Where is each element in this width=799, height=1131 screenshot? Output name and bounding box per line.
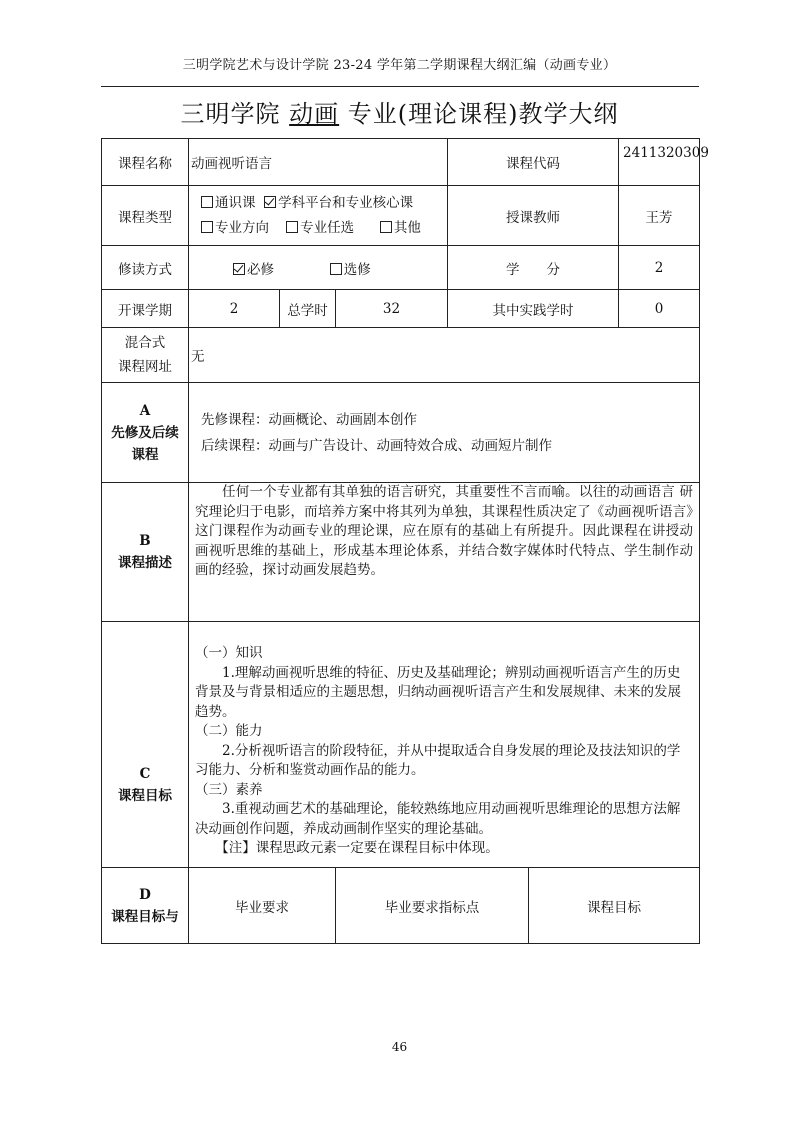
goal-ability-text: 2.分析视听语言的阶段特征，并从中提取适合自身发展的理论及技法知识的学习能力、分析和鉴赏动画作品的能力。: [195, 742, 681, 779]
total-hours-label: 总学时: [280, 290, 336, 328]
row-course-url: [102, 328, 700, 383]
section-b-content: [189, 483, 700, 622]
section-c-label: C 课程目标: [102, 622, 189, 868]
row-course-type: [102, 186, 700, 246]
option-direction: 专业方向: [201, 220, 269, 236]
credit-value: 2: [619, 246, 700, 290]
row-section-d: [102, 868, 700, 944]
syllabus-table: [101, 138, 709, 944]
row-study-mode: [102, 246, 700, 290]
running-header: 三明学院艺术与设计学院 23-24 学年第二学期课程大纲汇编（动画专业）: [182, 58, 617, 73]
checkbox-optional: [330, 263, 342, 275]
teacher-value: 王芳: [619, 186, 700, 246]
semester-label: 开课学期: [102, 290, 189, 328]
title-part1: 三明学院: [180, 100, 290, 128]
title-part2: 专业(理论课程)教学大纲: [339, 100, 619, 128]
option-general: 通识课: [201, 195, 256, 211]
row-section-c: [102, 622, 700, 868]
section-b-label: B 课程描述: [102, 483, 189, 622]
col-graduation-requirement: 毕业要求: [189, 868, 336, 944]
checkbox-general: [201, 196, 213, 208]
checkbox-direction: [201, 221, 213, 233]
course-code-value: 2411320309: [619, 139, 700, 186]
followup-courses: 后续课程：动画与广告设计、动画特效合成、动画短片制作: [201, 437, 552, 454]
document-title: [0, 94, 799, 129]
section-d-label: D 课程目标与: [102, 868, 189, 944]
section-a-content: [189, 383, 700, 483]
prereq-courses: 先修课程：动画概论、动画剧本创作: [201, 411, 417, 428]
row-course-name: [102, 139, 700, 186]
goal-quality-text: 3.重视动画艺术的基础理论，能较熟练地应用动画视听思维理论的思想方法解 决动画创作问题，养成动画制作坚实的理论基础。: [195, 801, 681, 837]
course-type-label: 课程类型: [102, 186, 189, 246]
course-url-value: 无: [189, 328, 700, 383]
col-requirement-indicator: 毕业要求指标点: [336, 868, 529, 944]
course-name-label: 课程名称: [102, 139, 189, 186]
total-hours-value: 32: [336, 290, 448, 328]
course-type-options: [189, 186, 448, 246]
course-url-label: 混合式 课程网址: [102, 328, 189, 383]
checkbox-core-checked: [264, 196, 276, 208]
course-code-label: 课程代码: [448, 139, 619, 186]
section-a-label: A 先修及后续 课程: [102, 383, 189, 483]
teacher-label: 授课教师: [448, 186, 619, 246]
option-elective-mode: 选修: [330, 262, 371, 278]
practice-hours-label: 其中实践学时: [448, 290, 619, 328]
option-other: 其他: [380, 220, 421, 236]
practice-hours-value: 0: [619, 290, 700, 328]
course-description: 任何一个专业都有其单独的语言研究，其重要性不言而喻。以往的动画语言 研究理论归于电影，而培养方案中将其列为单独，其课程性质决定了《动画视听语言》这门课程作为动画专业的理论课，应在原有的基础上有所提升。因此课程在讲授动画视听思维的基础上，形成基本理论体系，并结合数字媒体时代特点、学生制作动画的经验，探讨动画发展趋势。: [195, 484, 694, 578]
study-mode-label: 修读方式: [102, 246, 189, 290]
semester-value: 2: [189, 290, 280, 328]
checkbox-elective: [286, 221, 298, 233]
goal-quality-head: （三）素养: [195, 781, 263, 798]
option-core: 学科平台和专业核心课: [264, 195, 413, 211]
course-name-value: 动画视听语言: [189, 139, 448, 186]
section-c-content: [189, 622, 700, 868]
option-elective: 专业任选: [286, 220, 354, 236]
checkbox-required-checked: [233, 263, 245, 275]
goal-note: 【注】课程思政元素一定要在课程目标中体现。: [215, 840, 499, 857]
credit-label: 学 分: [448, 246, 619, 290]
title-major: 动画: [289, 100, 340, 128]
col-course-goal: 课程目标: [529, 868, 700, 944]
goal-ability-head: （二）能力: [195, 723, 263, 740]
row-section-a: [102, 383, 700, 483]
header-rule: [101, 86, 699, 87]
study-mode-options: [189, 246, 448, 290]
row-section-b: [102, 483, 700, 622]
goal-knowledge-text: 1.理解动画视听思维的特征、历史及基础理论；辨别动画视听语言产生的历史背景及与背景相适应的主题思想，归纳动画视听语言产生和发展规律、未来的发展趋势。: [195, 664, 681, 720]
option-required: 必修: [233, 262, 274, 278]
row-semester: [102, 290, 700, 328]
goal-knowledge-head: （一）知识: [195, 645, 263, 662]
page-number: 46: [391, 1040, 408, 1054]
checkbox-other: [380, 221, 392, 233]
